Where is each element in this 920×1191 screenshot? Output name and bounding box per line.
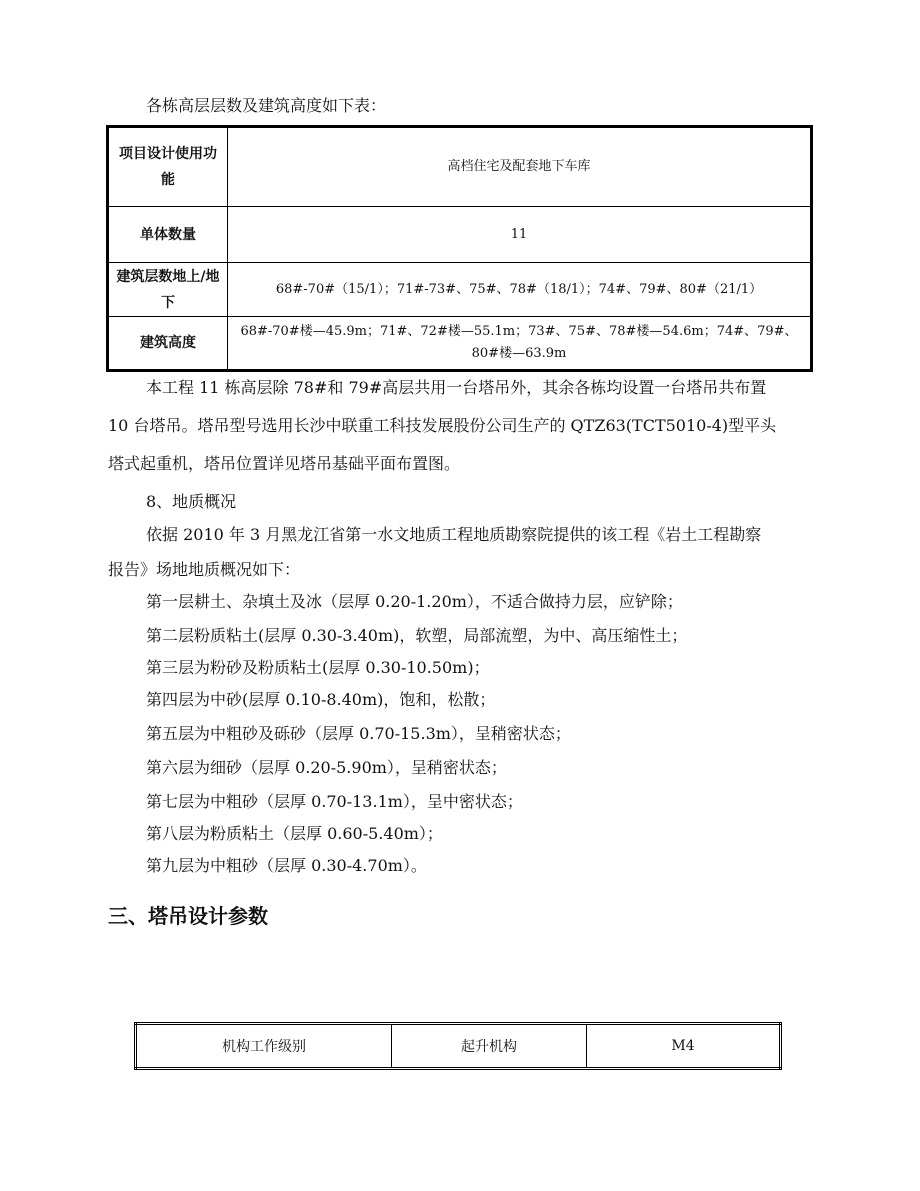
table-row (108, 263, 812, 317)
row-value: 高档住宅及配套地下车库 (228, 127, 812, 207)
layer-item: 第九层为中粗砂（层厚 0.30-4.70m）。 (146, 856, 427, 875)
layer-item: 第八层为粉质粘土（层厚 0.60-5.40m）； (146, 824, 443, 843)
table-cell: 起升机构 (392, 1024, 587, 1069)
section-heading: 三、塔吊设计参数 (108, 904, 268, 928)
table-row (108, 317, 812, 371)
layer-item: 第七层为中粗砂（层厚 0.70-13.1m），呈中密状态； (146, 792, 523, 811)
table-cell: M4 (587, 1024, 781, 1069)
paragraph-line: 报告》场地地质概况如下： (108, 560, 301, 579)
crane-param-table (134, 1022, 782, 1070)
paragraph-line: 10 台塔吊。塔吊型号选用长沙中联重工科技发展股份公司生产的 QTZ63(TCT5010-4)型平头 (108, 416, 777, 435)
table-row (108, 207, 812, 263)
table-cell: 机构工作级别 (136, 1024, 392, 1069)
paragraph-line: 本工程 11 栋高层除 78#和 79#高层共用一台塔吊外，其余各栋均设置一台塔吊共布置 (146, 378, 767, 397)
layer-item: 第二层粉质粘土(层厚 0.30-3.40m)，软塑，局部流塑，为中、高压缩性土； (146, 626, 688, 645)
paragraph-line: 依据 2010 年 3 月黑龙江省第一水文地质工程地质勘察院提供的该工程《岩土工程勘察 (146, 525, 762, 544)
paragraph-line: 塔式起重机，塔吊位置详见塔吊基础平面布置图。 (108, 454, 461, 473)
row-value: 68#-70#（15/1）；71#-73#、75#、78#（18/1）；74#、79#、80#（21/1） (228, 263, 812, 317)
building-table (106, 125, 813, 372)
row-label: 单体数量 (108, 207, 228, 263)
row-label: 建筑层数地上/地下 (108, 263, 228, 317)
table-row (108, 127, 812, 207)
row-label: 建筑高度 (108, 317, 228, 371)
layer-item: 第一层耕土、杂填土及冰（层厚 0.20-1.20m），不适合做持力层，应铲除； (146, 592, 683, 611)
layer-item: 第六层为细砂（层厚 0.20-5.90m），呈稍密状态； (146, 758, 507, 777)
row-value: 68#-70#楼—45.9m；71#、72#楼—55.1m；73#、75#、78#楼—54.6m；74#、79#、80#楼—63.9m (228, 317, 812, 371)
row-value: 11 (228, 207, 812, 263)
row-label: 项目设计使用功能 (108, 127, 228, 207)
layer-item: 第四层为中砂(层厚 0.10-8.40m)，饱和，松散； (146, 690, 496, 709)
section-title: 8、地质概况 (146, 492, 237, 511)
intro-text: 各栋高层层数及建筑高度如下表： (146, 96, 387, 115)
table-row (136, 1024, 781, 1069)
layer-item: 第三层为粉砂及粉质粘土(层厚 0.30-10.50m)； (146, 658, 490, 677)
layer-item: 第五层为中粗砂及砾砂（层厚 0.70-15.3m），呈稍密状态； (146, 724, 571, 743)
